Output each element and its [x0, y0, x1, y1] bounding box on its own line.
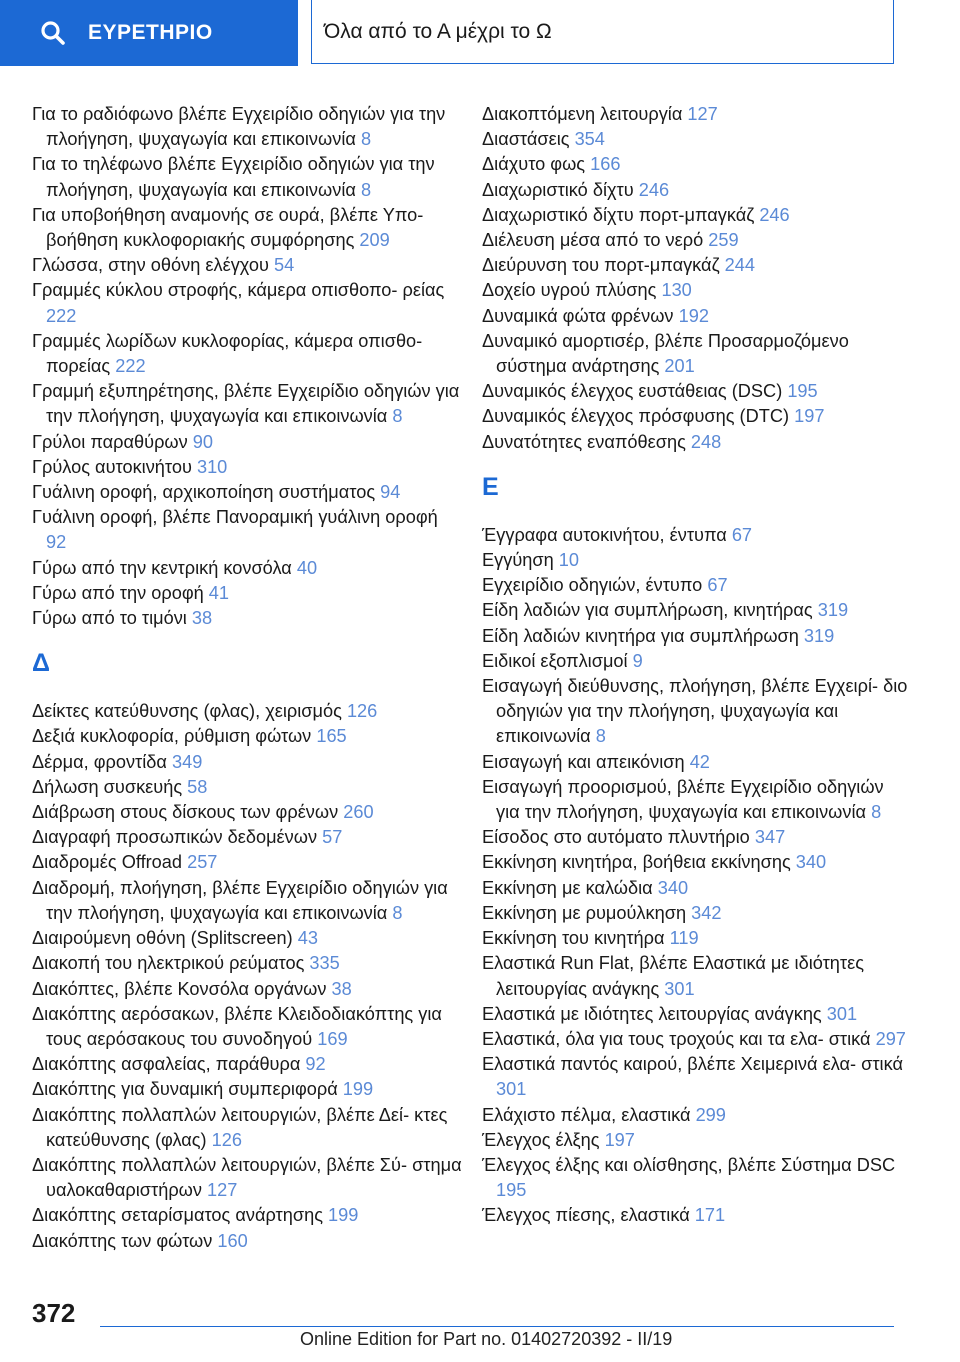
index-entry-text: Διαδρομές Offroad — [32, 852, 188, 873]
index-entry-text: Για το ραδιόφωνο βλέπε Εγχειρίδιο οδηγιών για την πλοήγηση, ψυχαγωγία και επικοινωνία — [32, 104, 446, 150]
index-page-link[interactable]: 8 — [360, 179, 372, 200]
index-entry — [32, 480, 462, 505]
index-page-link[interactable]: 299 — [695, 1104, 726, 1125]
index-page-link[interactable]: 127 — [207, 1180, 238, 1201]
index-page-link[interactable]: 197 — [794, 406, 825, 427]
index-entry — [482, 1203, 912, 1228]
index-search-label: ΕΥΡΕΤΗΡΙΟ — [88, 21, 213, 44]
index-entry — [482, 304, 912, 329]
index-page-link[interactable]: 94 — [380, 482, 401, 503]
index-entry-text: Εκκίνηση του κινητήρα — [482, 928, 670, 949]
index-entry-text: Διακόπτης των φώτων — [32, 1230, 218, 1251]
index-entry-text: Διακόπτες, βλέπε Κονσόλα οργάνων — [32, 978, 332, 999]
index-page-link[interactable]: 67 — [707, 575, 728, 596]
index-page-link[interactable]: 8 — [871, 802, 882, 823]
index-entry — [32, 1077, 462, 1102]
index-entry-text: Γύρω από την οροφή — [32, 582, 209, 603]
index-page-link[interactable]: 126 — [211, 1129, 243, 1150]
index-entry — [482, 102, 912, 127]
index-entry-text: Εκκίνηση με ρυμούλκηση — [482, 902, 692, 923]
index-entry — [482, 876, 912, 901]
index-page-link[interactable]: 246 — [638, 179, 670, 200]
index-entry — [32, 1052, 462, 1077]
index-entry — [482, 598, 912, 623]
index-entry-text: Διακόπτης αερόσακων, βλέπε Κλειδοδιακόπτης για τους αερόσακους του συνοδηγού — [32, 1003, 442, 1049]
index-entry — [482, 825, 912, 850]
index-entry — [482, 750, 912, 775]
index-entry-text: Εγγύηση — [482, 550, 559, 571]
index-entry — [482, 850, 912, 875]
index-entry — [482, 951, 912, 1001]
index-entry-text: Διακόπτης σεταρίσματος ανάρτησης — [32, 1205, 329, 1226]
index-entry — [482, 1153, 912, 1203]
index-entry — [482, 1128, 912, 1153]
index-page-link[interactable]: 349 — [171, 751, 203, 772]
index-entry — [482, 1002, 912, 1027]
index-entry — [482, 430, 912, 455]
index-page-link[interactable]: 127 — [687, 104, 718, 124]
index-page-link[interactable]: 160 — [217, 1230, 248, 1251]
index-entry — [32, 581, 462, 606]
index-entry — [32, 1153, 462, 1203]
index-page-link[interactable]: 199 — [328, 1205, 359, 1226]
index-page-link[interactable]: 8 — [595, 726, 606, 747]
index-entry — [32, 750, 462, 775]
search-icon — [40, 19, 68, 47]
index-entry — [32, 455, 462, 480]
index-entry-text: Δυνατότητες εναπόθεσης — [482, 431, 691, 452]
index-entry-text: Είδη λαδιών κινητήρα για συμπλήρωση — [482, 625, 804, 646]
index-entry-text: Διαστάσεις — [482, 129, 575, 150]
index-entry-text: Δυναμικά φώτα φρένων — [482, 305, 679, 326]
index-entry-text: Γυάλινη οροφή, βλέπε Πανοραμική γυάλινη οροφή — [32, 507, 438, 528]
index-page-link[interactable]: 92 — [46, 532, 67, 553]
index-entry-text: Εισαγωγή προορισμού, βλέπε Εγχειρίδιο οδηγιών για την πλοήγηση, ψυχαγωγία και επικοινωνία — [482, 776, 884, 823]
index-entry — [482, 624, 912, 649]
index-entry-text: Δέρμα, φροντίδα — [32, 751, 172, 772]
index-page-link[interactable]: 126 — [346, 701, 378, 722]
index-entry — [482, 649, 912, 674]
index-page-link[interactable]: 57 — [322, 827, 343, 848]
index-entry-text: Εισαγωγή διεύθυνσης, πλοήγηση, βλέπε Εγχειρί- διο οδηγιών για την πλοήγηση, ψυχαγωγία και επικοινωνία — [482, 676, 908, 747]
index-entry-text: Διακόπτης πολλαπλών λειτουργιών, βλέπε Σύ- στημα υαλοκαθαριστήρων — [32, 1154, 462, 1201]
index-page-link[interactable]: 319 — [803, 625, 835, 646]
index-entry — [32, 606, 462, 631]
header — [0, 0, 960, 66]
index-entry-text: Εισαγωγή και απεικόνιση — [482, 751, 690, 772]
footer-edition: Online Edition for Part no. 01402720392 - II/19 — [300, 1329, 673, 1349]
index-entry — [482, 548, 912, 573]
index-entry-text: Ελαστικά με ιδιότητες λειτουργίας ανάγκης — [482, 1003, 827, 1024]
index-entry-text: Γλώσσα, στην οθόνη ελέγχου — [32, 255, 274, 276]
index-entry — [32, 1229, 462, 1254]
index-page-link[interactable]: 9 — [632, 650, 643, 671]
index-page-link[interactable]: 192 — [678, 305, 709, 326]
index-entry — [482, 1052, 912, 1102]
index-entry — [482, 674, 912, 750]
index-entry-text: Δήλωση συσκευής — [32, 776, 188, 797]
index-entry-text: Διαδρομή, πλοήγηση, βλέπε Εγχειρίδιο οδηγιών για την πλοήγηση, ψυχαγωγία και επικοινωνία — [32, 877, 448, 923]
index-page-link[interactable]: 347 — [754, 827, 786, 848]
index-page-link[interactable]: 169 — [317, 1028, 348, 1049]
index-entry-text: Έλεγχος έλξης και ολίσθησης, βλέπε Σύστημα DSC — [482, 1154, 896, 1175]
index-page-link[interactable]: 197 — [604, 1129, 635, 1150]
index-entry-text: Δοχείο υγρού πλύσης — [482, 280, 662, 301]
index-entry-text: Δυναμικός έλεγχος πρόσφυσης (DTC) — [482, 406, 795, 427]
index-entry — [482, 178, 912, 203]
index-page-link[interactable]: 41 — [208, 582, 230, 603]
index-entry-text: Εγχειρίδιο οδηγιών, έντυπο — [482, 575, 708, 596]
index-entry-text: Για το τηλέφωνο βλέπε Εγχειρίδιο οδηγιών για την πλοήγηση, ψυχαγωγία και επικοινωνία — [32, 154, 435, 200]
index-entry — [482, 379, 912, 404]
index-entry — [32, 203, 462, 253]
index-page-link[interactable]: 319 — [817, 600, 849, 621]
index-entry — [482, 926, 912, 951]
index-entry-text: Είδη λαδιών για συμπλήρωση, κινητήρας — [482, 600, 818, 621]
index-page-link[interactable]: 67 — [731, 524, 753, 545]
index-page-link[interactable]: 297 — [875, 1028, 906, 1049]
index-page-link[interactable]: 260 — [343, 802, 374, 823]
index-entry — [482, 152, 912, 177]
index-page-link[interactable]: 42 — [689, 751, 710, 772]
index-entry-text: Εκκίνηση κινητήρα, βοήθεια εκκίνησης — [482, 852, 796, 873]
index-entry-text: Διαγραφή προσωπικών δεδομένων — [32, 827, 323, 848]
index-page-link[interactable]: 8 — [360, 129, 372, 150]
index-entry-text: Δεξιά κυκλοφορία, ρύθμιση φώτων — [32, 726, 317, 747]
index-page-link[interactable]: 209 — [359, 230, 390, 251]
index-page-link[interactable]: 201 — [664, 356, 695, 377]
index-entry — [32, 1002, 462, 1052]
index-entry-text: Διαχωριστικό δίχτυ — [482, 179, 639, 200]
index-entry — [32, 379, 462, 429]
index-entry — [32, 800, 462, 825]
index-entry-text: Διαχωριστικό δίχτυ πορτ-μπαγκάζ — [482, 204, 760, 225]
index-entry-text: Έγγραφα αυτοκινήτου, έντυπα — [482, 524, 732, 545]
index-entry-text: Δείκτες κατεύθυνσης (φλας), χειρισμός — [32, 701, 347, 722]
index-page-link[interactable]: 171 — [694, 1205, 726, 1226]
index-page-link[interactable]: 8 — [392, 406, 403, 427]
index-entry — [482, 203, 912, 228]
index-entry-text: Είσοδος στο αυτόματο πλυντήριο — [482, 827, 755, 848]
index-entry-text: Δυναμικός έλεγχος ευστάθειας (DSC) — [482, 381, 788, 402]
index-entry — [482, 329, 912, 379]
index-entry-text: Διακόπτης για δυναμική συμπεριφορά — [32, 1079, 343, 1100]
index-entry — [482, 404, 912, 429]
index-entry-text: Γραμμές κύκλου στροφής, κάμερα οπισθοπο- ρείας — [32, 280, 445, 301]
index-entry-text: Γύρω από την κεντρική κονσόλα — [32, 557, 297, 578]
index-page-link[interactable]: 335 — [309, 953, 340, 974]
index-entry-text: Γραμμή εξυπηρέτησης, βλέπε Εγχειρίδιο οδηγιών για την πλοήγηση, ψυχαγωγία και επικοινωνία — [32, 381, 460, 427]
index-page-link[interactable]: 38 — [331, 978, 352, 999]
index-entry-text: Δυναμικό αμορτισέρ, βλέπε Προσαρμοζόμενο σύστημα ανάρτησης — [482, 330, 849, 377]
index-page-link[interactable]: 195 — [787, 381, 818, 402]
index-entry-text: Διέλευση μέσα από το νερό — [482, 230, 709, 251]
breadcrumb[interactable] — [311, 0, 894, 64]
index-entry — [482, 228, 912, 253]
index-entry — [482, 253, 912, 278]
index-column-right — [482, 102, 912, 1229]
index-entry — [32, 724, 462, 749]
index-letter-heading: Ε — [482, 472, 499, 501]
index-entry-text: Ελαστικά Run Flat, βλέπε Ελαστικά με ιδιότητες λειτουργίας ανάγκης — [482, 953, 864, 999]
index-page-link[interactable]: 222 — [115, 356, 146, 377]
index-page-link[interactable]: 257 — [187, 852, 218, 873]
index-entry — [482, 901, 912, 926]
index-page-link[interactable]: 199 — [342, 1079, 374, 1100]
index-page-link[interactable]: 354 — [574, 129, 605, 150]
index-entry — [32, 556, 462, 581]
index-entry — [32, 329, 462, 379]
index-entry — [32, 152, 462, 202]
index-entry-text: Έλεγχος πίεσης, ελαστικά — [482, 1205, 695, 1226]
index-entry-text: Διάβρωση στους δίσκους των φρένων — [32, 802, 344, 823]
index-page-link[interactable]: 342 — [691, 902, 722, 923]
index-page-link[interactable]: 301 — [496, 1079, 527, 1100]
page-number: 372 — [32, 1298, 76, 1328]
index-page-link[interactable]: 54 — [273, 255, 295, 276]
index-entry-text: Ελάχιστο πέλμα, ελαστικά — [482, 1104, 696, 1125]
index-entry — [32, 876, 462, 926]
index-entry — [32, 699, 462, 724]
index-entry — [32, 977, 462, 1002]
index-page-link[interactable]: 340 — [795, 852, 827, 873]
footer-divider — [100, 1326, 894, 1327]
index-entry — [482, 775, 912, 825]
index-entry-text: Γυάλινη οροφή, αρχικοποίηση συστήματος — [32, 482, 381, 503]
index-page-link[interactable]: 10 — [558, 550, 580, 571]
index-entry — [482, 278, 912, 303]
index-entry — [482, 1103, 912, 1128]
index-page-link[interactable]: 130 — [661, 280, 692, 301]
index-entry — [32, 850, 462, 875]
index-page-link[interactable]: 58 — [187, 776, 208, 797]
index-page-link[interactable]: 248 — [690, 431, 722, 452]
index-entry — [32, 430, 462, 455]
index-entry-text: Διακόπτης ασφαλείας, παράθυρα — [32, 1054, 306, 1075]
index-entry — [32, 926, 462, 951]
index-page-link[interactable]: 310 — [196, 456, 228, 477]
index-page-link[interactable]: 40 — [296, 557, 318, 578]
index-entry-text: Γρύλοι παραθύρων — [32, 431, 193, 452]
index-page-link[interactable]: 301 — [664, 978, 695, 999]
index-entry — [32, 278, 462, 328]
index-entry — [32, 505, 462, 555]
index-entry-text: Διακόπτης πολλαπλών λειτουργιών, βλέπε Δεί- κτες κατεύθυνσης (φλας) — [32, 1104, 448, 1150]
index-page-link[interactable]: 8 — [392, 902, 403, 923]
index-page-link[interactable]: 340 — [657, 877, 689, 898]
index-column-left — [32, 102, 462, 1254]
index-entry-text: Ελαστικά παντός καιρού, βλέπε Χειμερινά ελα- στικά — [482, 1054, 903, 1075]
index-page-link[interactable]: 43 — [297, 928, 318, 949]
index-entry-text: Γραμμές λωρίδων κυκλοφορίας, κάμερα οπισθο- πορείας — [32, 330, 423, 377]
index-page-link[interactable]: 38 — [191, 608, 213, 629]
index-entry-text: Έλεγχος έλξης — [482, 1129, 605, 1150]
index-entry-text: Διάχυτο φως — [482, 154, 591, 175]
index-entry-text: Γρύλος αυτοκινήτου — [32, 456, 197, 477]
index-entry-text: Διεύρυνση του πορτ-μπαγκάζ — [482, 255, 725, 276]
index-entry-text: Ειδικοί εξοπλισμοί — [482, 650, 633, 671]
index-page-link[interactable]: 259 — [708, 230, 739, 251]
index-page-link[interactable]: 166 — [590, 154, 621, 175]
index-entry — [482, 573, 912, 598]
index-entry — [32, 102, 462, 152]
index-page-link[interactable]: 92 — [305, 1054, 326, 1075]
index-entry-text: Γύρω από το τιμόνι — [32, 608, 192, 629]
index-page-link[interactable]: 119 — [669, 928, 699, 949]
index-entry — [482, 523, 912, 548]
index-entry — [32, 825, 462, 850]
index-page-link[interactable]: 222 — [46, 305, 77, 326]
index-entry — [32, 253, 462, 278]
index-search-tab[interactable] — [0, 0, 298, 66]
index-entry-text: Διαιρούμενη οθόνη (Splitscreen) — [32, 928, 298, 949]
index-entry-text: Διακοπή του ηλεκτρικού ρεύματος — [32, 953, 310, 974]
breadcrumb-text: Όλα από το Α μέχρι το Ω — [324, 19, 552, 43]
index-entry — [32, 951, 462, 976]
index-entry-text: Για υποβοήθηση αναμονής σε ουρά, βλέπε Υπο- βοήθηση κυκλοφοριακής συμφόρησης — [32, 204, 424, 251]
index-entry — [482, 1027, 912, 1052]
index-page-link[interactable]: 195 — [496, 1180, 527, 1201]
index-entry-text: Ελαστικά, όλα για τους τροχούς και τα ελα- στικά — [482, 1028, 876, 1049]
index-entry-text: Διακοπτόμενη λειτουργία — [482, 104, 688, 124]
index-page-link[interactable]: 165 — [316, 726, 347, 747]
index-entry-text: Εκκίνηση με καλώδια — [482, 877, 658, 898]
index-entry — [32, 775, 462, 800]
index-entry — [32, 1203, 462, 1228]
index-entry — [32, 1103, 462, 1153]
index-page-link[interactable]: 90 — [192, 431, 213, 452]
index-entry — [482, 127, 912, 152]
index-letter-heading: Δ — [32, 649, 50, 678]
index-page-link[interactable]: 301 — [826, 1003, 858, 1024]
index-page-link[interactable]: 246 — [759, 204, 790, 225]
index-page-link[interactable]: 244 — [724, 255, 755, 276]
